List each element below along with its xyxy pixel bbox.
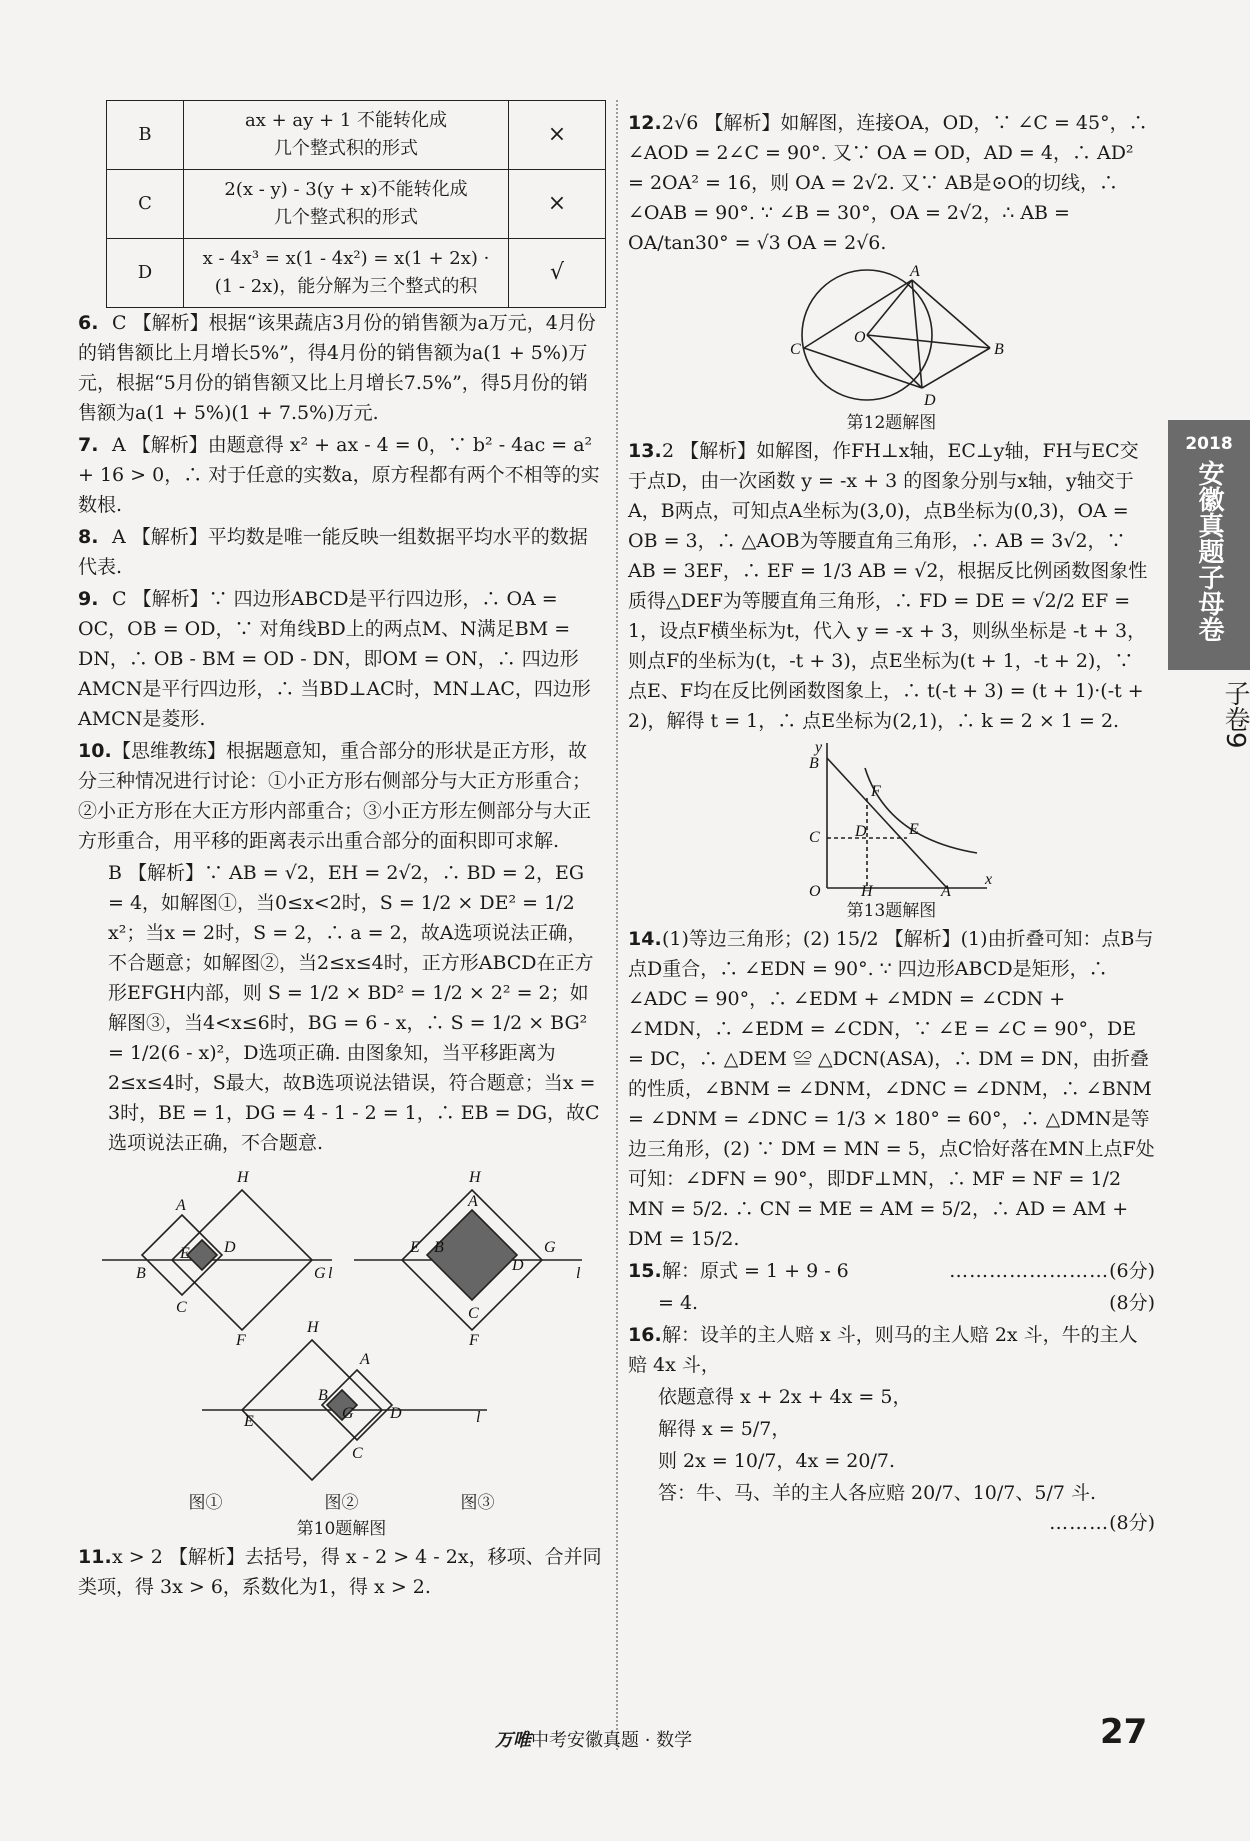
column-divider [616, 100, 619, 1750]
option-text-line: x - 4x³ = x(1 - 4x²) = x(1 + 2x) · [202, 248, 490, 269]
svg-text:H: H [236, 1169, 249, 1186]
svg-text:F: F [235, 1332, 246, 1349]
question-8 [78, 522, 605, 582]
answer-text: C 【解析】∵ 四边形ABCD是平行四边形，∴ OA = OC，OB = OD，∵ 对角线BD上的两点M、N满足BM = DN，∴ OB - BM = OD - DN，即OM = ON，∴ 四边形AMCN是平行四边形，∴ 当BD⊥AC时，MN⊥AC，四边形AMCN是菱形. [78, 588, 591, 730]
score-value: (6分) [1109, 1260, 1155, 1282]
svg-text:B: B [808, 755, 819, 772]
question-number: 11. [78, 1546, 112, 1568]
option-letter: C [107, 170, 184, 239]
svg-text:O: O [853, 329, 866, 346]
question-10-analysis: B 【解析】∵ AB = √2，EH = 2√2，∴ BD = 2，EG = 4，如解图①，当0≤x<2时，S = 1/2 × DE² = 1/2 x²；当x = 2时，S = 2，∴ a = 2，故A选项说法正确，不合题意；如解图②，当2≤x≤4时，正方形ABCD在正方形EFGH内部，则 S = 1/2 × BD² = 1/2 × 2² = 2；如解图③，当4<x≤6时，BG = 6 - x，∴ S = 1/2 × BG² = 1/2(6 - x)²，D选项正确. 由图象知，当平移距离为2≤x≤4时，S最大，故B选项说法错误，符合题意；当x = 3时，BE = 1，DG = 4 - 1 - 2 = 1，∴ EB = DG，故C选项说法正确，不合题意. [108, 862, 600, 1154]
option-letter: D [107, 239, 184, 308]
table-row [107, 170, 606, 239]
answer-text: x > 2 【解析】去括号，得 x - 2 > 4 - 2x，移项、合并同类项，得 3x > 6，系数化为1，得 x > 2. [78, 1546, 602, 1598]
svg-text:B: B [993, 341, 1004, 358]
figure-12-caption: 第12题解图 [846, 413, 937, 433]
svg-text:G: G [313, 1265, 326, 1282]
side-subtitle: 子卷9 [1220, 680, 1250, 749]
question-number: 6. [78, 312, 99, 334]
svg-text:E: E [409, 1239, 420, 1256]
svg-text:A: A [175, 1197, 186, 1214]
question-number: 16. [628, 1324, 662, 1346]
svg-text:H: H [306, 1319, 319, 1336]
svg-text:l: l [327, 1265, 332, 1282]
answer-line: 答：牛、马、羊的主人各应赔 20/7、10/7、5/7 斗. [658, 1482, 1097, 1504]
leader-dots: …………………… [949, 1260, 1110, 1282]
svg-text:A: A [909, 263, 920, 280]
question-number: 15. [628, 1260, 662, 1282]
svg-text:x: x [984, 871, 992, 888]
figure-13-caption: 第13题解图 [846, 901, 937, 921]
answer-line: 解得 x = 5/7， [658, 1418, 791, 1440]
svg-text:A: A [359, 1351, 370, 1368]
svg-text:G: G [543, 1239, 556, 1256]
question-10 [78, 736, 605, 856]
side-title: 安徽真题子母卷 [1194, 460, 1224, 642]
answer-line: 解：设羊的主人赔 x 斗，则马的主人赔 2x 斗，牛的主人赔 4x 斗， [628, 1324, 1138, 1376]
answer-line: 解：原式 = 1 + 9 - 6 [662, 1260, 849, 1282]
svg-text:C: C [808, 829, 820, 846]
answer-text: 2√6 【解析】如解图，连接OA，OD，∵ ∠C = 45°，∴ ∠AOD = 2∠C = 90°. 又∵ OA = OD，AD = 4，∴ AD² = 2OA² = 16，则 OA = 2√2. 又∵ AB是⊙O的切线，∴ ∠OAB = 90°. ∵ ∠B = 30°，OA = 2√2，∴ AB = OA/tan30° = √3 OA = 2√6. [628, 112, 1148, 254]
fig1-label: 图① [188, 1493, 223, 1513]
options-table [106, 100, 606, 308]
svg-text:C: C [175, 1299, 187, 1316]
svg-text:E: E [908, 821, 919, 838]
question-15-line2 [628, 1288, 1155, 1318]
svg-text:D: D [923, 392, 936, 409]
svg-text:l: l [475, 1409, 480, 1426]
option-text-line: 几个整式积的形式 [274, 207, 418, 228]
option-text-line: 2(x - y) - 3(y + x)不能转化成 [224, 179, 468, 200]
option-text [184, 239, 509, 308]
svg-text:H: H [860, 883, 873, 898]
side-year: 2018 [1185, 434, 1233, 454]
svg-text:A: A [467, 1193, 478, 1210]
question-6 [78, 308, 605, 428]
svg-text:l: l [575, 1265, 580, 1282]
question-16 [628, 1320, 1155, 1380]
question-number: 10. [78, 740, 112, 762]
question-9 [78, 584, 605, 734]
question-12 [628, 108, 1155, 258]
question-number: 12. [628, 112, 662, 134]
question-16-answer [628, 1478, 1155, 1534]
question-15 [628, 1256, 1155, 1286]
option-mark: √ [509, 239, 606, 308]
answer-text: C 【解析】根据“该果蔬店3月份的销售额为a万元，4月份的销售额比上月增长5%”，得4月份的销售额为a(1 + 5%)万元，根据“5月份的销售额又比上月增长7.5%”，得5月份的销售额为a(1 + 5%)(1 + 7.5%)万元. [78, 312, 596, 424]
figure-10-labels [78, 1490, 605, 1516]
figure-13 [787, 738, 997, 898]
option-letter: B [107, 101, 184, 170]
svg-text:C: C [351, 1445, 363, 1462]
option-text [184, 101, 509, 170]
svg-text:D: D [511, 1257, 524, 1274]
figure-10 [92, 1160, 592, 1490]
question-number: 13. [628, 440, 662, 462]
score-value: (8分) [1109, 1292, 1155, 1314]
svg-text:y: y [814, 739, 822, 756]
figure-12 [762, 260, 1022, 410]
question-number: 14. [628, 928, 662, 950]
table-row [107, 239, 606, 308]
svg-text:B: B [317, 1387, 328, 1404]
option-text-line: (1 - 2x)，能分解为三个整式的积 [214, 276, 478, 297]
figure-10-caption: 第10题解图 [296, 1519, 387, 1539]
option-text-line: ax + ay + 1 不能转化成 [244, 110, 447, 131]
svg-text:C: C [789, 341, 801, 358]
side-tab [1168, 420, 1250, 670]
question-number: 7. [78, 434, 99, 456]
score [1049, 1508, 1155, 1538]
svg-text:F: F [468, 1332, 479, 1349]
fig2-label: 图② [324, 1493, 359, 1513]
svg-text:D: D [223, 1239, 236, 1256]
svg-text:H: H [468, 1169, 481, 1186]
answer-line: = 4. [658, 1292, 699, 1314]
left-column [78, 100, 605, 1604]
svg-text:O: O [808, 883, 821, 898]
think-text: 【思维教练】根据题意知，重合部分的形状是正方形，故分三种情况进行讨论：①小正方形右侧部分与大正方形重合；②小正方形在大正方形内部重合；③小正方形左侧部分与大正方形重合，用平移的距离表示出重合部分的面积即可求解. [78, 740, 592, 852]
svg-text:C: C [467, 1305, 479, 1322]
fig3-label: 图③ [460, 1493, 495, 1513]
question-number: 8. [78, 526, 99, 548]
footer [495, 1726, 692, 1752]
svg-text:D: D [389, 1405, 402, 1422]
table-row [107, 101, 606, 170]
question-14 [628, 924, 1155, 1254]
option-text [184, 170, 509, 239]
answer-line: 依题意得 x + 2x + 4x = 5， [658, 1386, 912, 1408]
svg-text:F: F [870, 783, 881, 800]
score [949, 1256, 1155, 1286]
option-text-line: 几个整式积的形式 [274, 138, 418, 159]
answer-text: 2 【解析】如解图，作FH⊥x轴，EC⊥y轴，FH与EC交于点D，由一次函数 y = -x + 3 的图象分别与x轴，y轴交于A，B两点，可知点A坐标为(3,0)，点B坐标为(0,3)，OA = OB = 3，∴ △AOB为等腰直角三角形，∴ AB = 3√2，∵ AB = 3EF，∴ EF = 1/3 AB = √2，根据反比例函数图象性质得△DEF为等腰直角三角形，∴ FD = DE = √2/2 EF = 1，设点F横坐标为t，代入 y = -x + 3，则纵坐标是 -t + 3，则点F的坐标为(t，-t + 3)，点E坐标为(t + 1，-t + 2)，∵ 点E、F均在反比例函数图象上，∴ t(-t + 3) = (t + 1)·(-t + 2)，解得 t = 1，∴ 点E坐标为(2,1)，∴ k = 2 × 1 = 2. [628, 440, 1148, 732]
question-7 [78, 430, 605, 520]
right-column [628, 108, 1155, 1538]
option-mark: × [509, 170, 606, 239]
page-number: 27 [1100, 1712, 1148, 1752]
footer-text: 中考安徽真题 · 数学 [531, 1730, 693, 1751]
svg-text:A: A [940, 883, 951, 898]
svg-text:B: B [135, 1265, 146, 1282]
svg-text:E: E [243, 1413, 254, 1430]
footer-brand: 万唯 [495, 1730, 531, 1751]
answer-text: A 【解析】由题意得 x² + ax - 4 = 0，∵ b² - 4ac = a² + 16 > 0，∴ 对于任意的实数a，原方程都有两个不相等的实数根. [78, 434, 600, 516]
svg-text:D: D [854, 823, 867, 840]
question-11 [78, 1542, 605, 1602]
option-mark: × [509, 101, 606, 170]
answer-line: 则 2x = 10/7，4x = 20/7. [658, 1450, 896, 1472]
question-13 [628, 436, 1155, 736]
score-value: (8分) [1109, 1512, 1155, 1534]
svg-text:B: B [433, 1239, 444, 1256]
svg-text:E: E [179, 1245, 190, 1262]
answer-text: A 【解析】平均数是唯一能反映一组数据平均水平的数据代表. [78, 526, 588, 578]
question-number: 9. [78, 588, 99, 610]
svg-text:G: G [341, 1405, 354, 1422]
leader-dots: ……… [1049, 1512, 1110, 1534]
answer-text: (1)等边三角形；(2) 15/2 【解析】(1)由折叠可知：点B与点D重合，∴ ∠EDN = 90°. ∵ 四边形ABCD是矩形，∴ ∠ADC = 90°，∴ ∠EDM + ∠MDN = ∠CDN + ∠MDN，∴ ∠EDM = ∠CDN，∵ ∠E = ∠C = 90°，DE = DC，∴ △DEM ≌ △DCN(ASA)，∴ DM = DN，由折叠的性质，∠BNM = ∠DNM，∠DNC = ∠DNM，∴ ∠BNM = ∠DNM = ∠DNC = 1/3 × 180° = 60°，∴ △DMN是等边三角形，(2) ∵ DM = MN = 5，点C恰好落在MN上点F处可知：∠DFN = 90°，即DF⊥MN，∴ MF = NF = 1/2 MN = 5/2. ∴ CN = ME = AM = 5/2，∴ AD = AM + DM = 15/2. [628, 928, 1155, 1250]
